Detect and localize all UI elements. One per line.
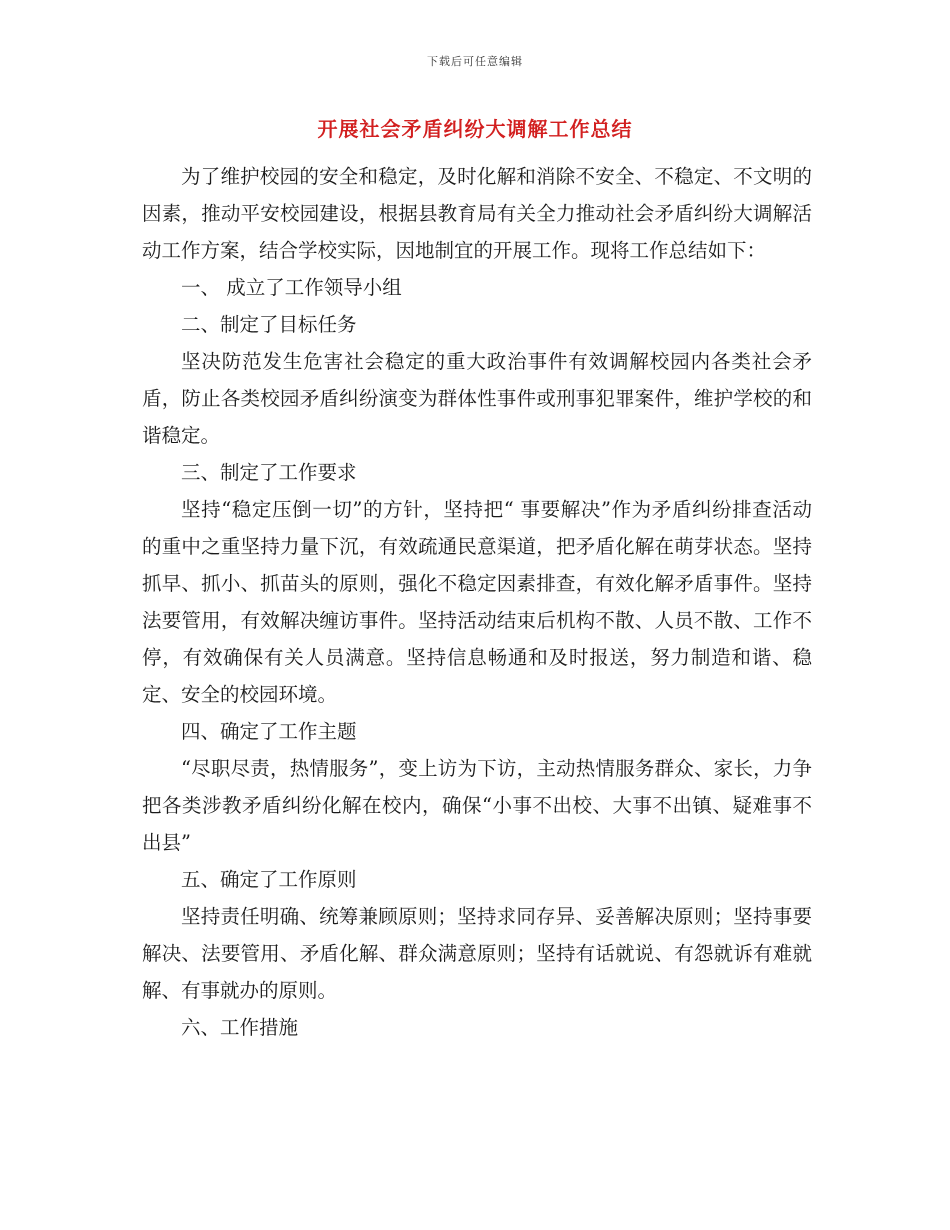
section-4-paragraph: “尽职尽责，热情服务”，变上访为下访，主动热情服务群众、家长，力争把各类涉教矛盾纠纷化解在校内，确保“小事不出校、大事不出镇、疑难事不出县” [142, 757, 812, 854]
section-5-paragraph: 坚持责任明确、统筹兼顾原则；坚持求同存异、妥善解决原则；坚持事要解决、法要管用、矛盾化解、群众满意原则；坚持有话就说、有怨就诉有难就解、有事就办的原则。 [142, 905, 812, 1002]
section-3-paragraph: 坚持“稳定压倒一切”的方针，坚持把“ 事要解决”作为矛盾纠纷排查活动的重中之重坚持力量下沉，有效疏通民意渠道，把矛盾化解在萌芽状态。坚持抓早、抓小、抓苗头的原则，强化不稳定因素排查，有效化解矛盾事件。坚持法要管用，有效解决缠访事件。坚持活动结束后机构不散、人员不散、工作不停，有效确保有关人员满意。坚持信息畅通和及时报送，努力制造和谐、稳定、安全的校园环境。 [142, 498, 812, 706]
section-2-paragraph: 坚决防范发生危害社会稳定的重大政治事件有效调解校园内各类社会矛盾，防止各类校园矛盾纠纷演变为群体性事件或刑事犯罪案件，维护学校的和谐稳定。 [142, 350, 812, 447]
intro-paragraph: 为了维护校园的安全和稳定，及时化解和消除不安全、不稳定、不文明的因素，推动平安校园建设，根据县教育局有关全力推动社会矛盾纠纷大调解活动工作方案，结合学校实际，因地制宜的开展工作。现将工作总结如下： [142, 165, 812, 262]
section-heading-5: 五、确定了工作原则 [181, 868, 357, 891]
page-header-note: 下载后可任意编辑 [427, 55, 523, 68]
section-heading-3: 三、制定了工作要求 [181, 461, 357, 484]
document-body [142, 158, 812, 1046]
section-heading-1: 一、 成立了工作领导小组 [181, 276, 402, 299]
section-heading-6: 六、工作措施 [181, 1016, 299, 1039]
document-title: 开展社会矛盾纠纷大调解工作总结 [317, 117, 633, 141]
section-heading-4: 四、确定了工作主题 [181, 720, 357, 743]
section-heading-2: 二、制定了目标任务 [181, 313, 357, 336]
